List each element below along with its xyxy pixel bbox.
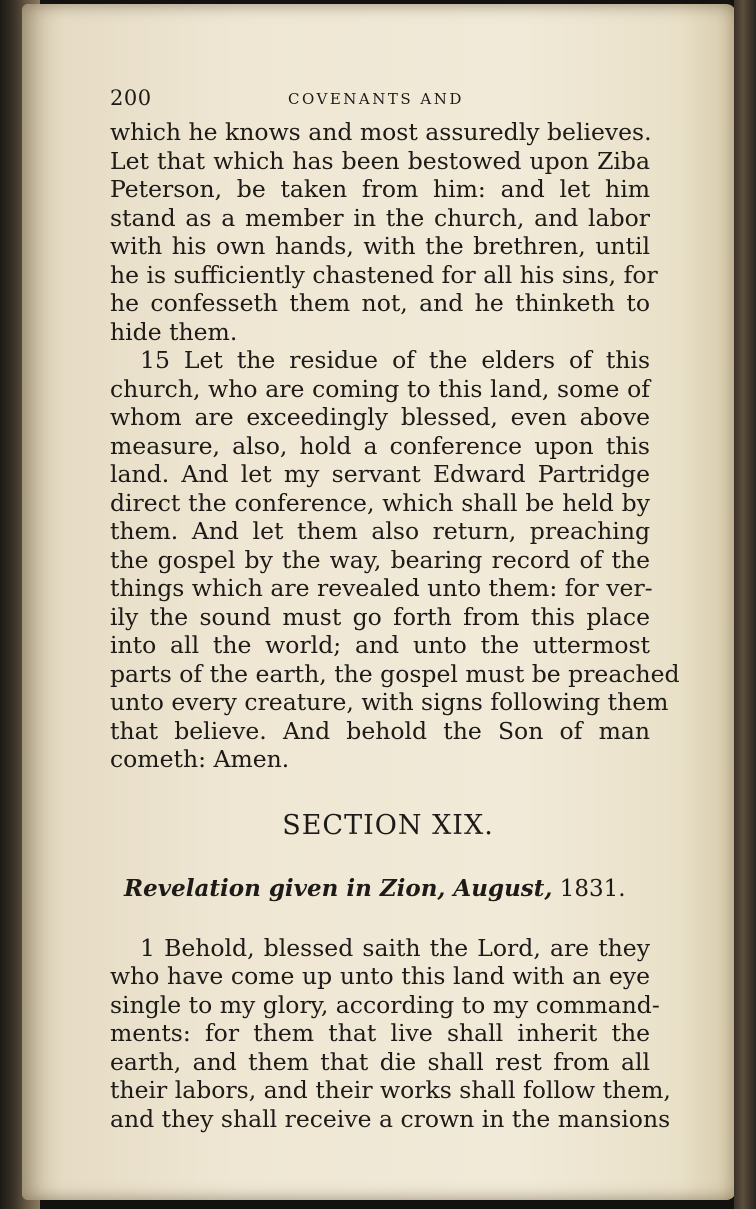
text-line: and they shall receive a crown in the mansions	[110, 1104, 671, 1133]
text-line: Peterson, be taken from him: and let him	[110, 175, 650, 203]
text-line: their labors, and their works shall follow them,	[110, 1076, 671, 1104]
text-line: the gospel by the way, bearing record of the	[110, 545, 650, 574]
paragraph-verse-15	[110, 346, 680, 774]
text-line: parts of the earth, the gospel must be preached	[110, 659, 680, 688]
paragraph-verse-1	[110, 933, 671, 1134]
text-line: church, who are coming to this land, some of	[110, 374, 650, 403]
text-line: them. And let them also return, preaching	[110, 517, 650, 545]
text-line: he is sufficiently chastened for all his sins, for	[110, 260, 658, 289]
text-line: unto every creature, with signs following them	[110, 688, 669, 716]
next-page-edge	[734, 0, 756, 1209]
page-header	[110, 78, 650, 118]
text-line: ments: for them that live shall inherit the	[110, 1019, 650, 1047]
text-line: land. And let my servant Edward Partridge	[110, 460, 650, 488]
text-line: whom are exceedingly blessed, even above	[110, 403, 650, 431]
revelation-place-date: Revelation given in Zion, August,	[124, 874, 553, 902]
text-line: direct the conference, which shall be held by	[110, 488, 650, 517]
text-line: he confesseth them not, and he thinketh to	[110, 289, 650, 317]
spacer	[110, 904, 650, 934]
text-line: with his own hands, with the brethren, until	[110, 232, 650, 260]
text-line: single to my glory, according to my command-	[110, 990, 660, 1019]
revelation-year: 1831.	[559, 875, 626, 902]
text-line: measure, also, hold a conference upon this	[110, 431, 650, 460]
running-head: COVENANTS AND	[288, 90, 464, 108]
page-text	[110, 78, 680, 1133]
verse-15-first-line: 15 Let the residue of the elders of this	[140, 346, 650, 374]
text-line: Let that which has been bestowed upon Ziba	[110, 146, 650, 175]
text-line: cometh: Amen.	[110, 745, 290, 773]
text-line: that believe. And behold the Son of man	[110, 716, 650, 745]
revelation-heading	[110, 874, 650, 904]
section-title: SECTION XIX.	[282, 809, 494, 841]
verse-1-first-line: 1 Behold, blessed saith the Lord, are they	[140, 933, 650, 962]
text-line: things which are revealed unto them: for ver-	[110, 574, 653, 602]
text-line: ily the sound must go forth from this place	[110, 602, 650, 631]
text-line: stand as a member in the church, and labor	[110, 203, 650, 232]
text-line: into all the world; and unto the uttermost	[110, 631, 650, 659]
page-number: 200	[110, 86, 152, 110]
text-line: which he knows and most assuredly believes.	[110, 118, 652, 146]
paragraph-continued	[110, 118, 658, 346]
text-line: who have come up unto this land with an eye	[110, 962, 650, 990]
text-line: earth, and them that die shall rest from all	[110, 1047, 650, 1076]
text-line: hide them.	[110, 317, 238, 346]
